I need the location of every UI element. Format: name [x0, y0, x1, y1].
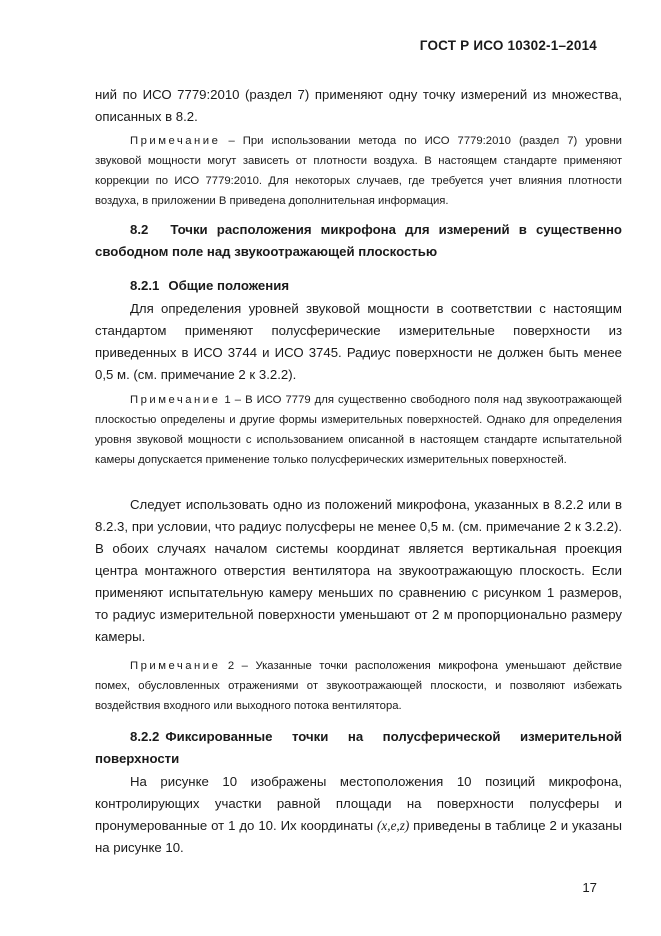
note-text: 2 – Указанные точки расположения микрофона уменьшают действие помех, обусловленных отражениями от звукоотражающей плоскости, и позволяют избежать воздействия входного или выходного потока вентилятора.: [95, 660, 622, 712]
paragraph-fixed-points: [95, 771, 622, 859]
section-title: Точки расположения микрофона для измерений в существенно свободном поле над звукоотражающей плоскостью: [95, 222, 622, 259]
section-title: Фиксированные точки на полусферической измерительной поверхности: [95, 729, 622, 766]
note-label: Примечание: [130, 660, 221, 672]
page-number: 17: [582, 880, 597, 895]
paragraph-continuation: ний по ИСО 7779:2010 (раздел 7) применяют одну точку измерений из множества, описанных в 8.2.: [95, 87, 622, 124]
note-1-surfaces: [95, 390, 622, 470]
note-text: 1 – В ИСО 7779 для существенно свободного поля над звукоотражающей плоскостью определены и другие формы измерительных поверхностей. Однако для определения уровня звуковой мощности с использованием описанной в настоящем стандарте испытательной камеры допускается применение только полусферических измерительных поверхностей.: [95, 394, 622, 466]
section-number: 8.2.2: [130, 729, 160, 744]
paragraph-general: Для определения уровней звуковой мощности в соответствии с настоящим стандартом применяют полусферические измерительные поверхности из приведенных в ИСО 3744 и ИСО 3745. Радиус поверхности не должен быть менее 0,5 м. (см. примечание 2 к 3.2.2).: [95, 301, 622, 382]
note-label: Примечание: [130, 394, 221, 406]
coordinates-formula: (x,e,z): [377, 818, 410, 833]
note-text: – При использовании метода по ИСО 7779:2010 (раздел 7) уровни звуковой мощности могут зависеть от плотности воздуха. В настоящем стандарте применяют коррекции по ИСО 7779:2010. Для некоторых случаев, где требуется учет влияния плотности воздуха, в приложении В приведена дополнительная информация.: [95, 135, 622, 207]
section-heading-8-2: [95, 219, 622, 263]
section-heading-8-2-2: [95, 726, 622, 770]
paragraph-microphone-positions: Следует использовать одно из положений микрофона, указанных в 8.2.2 или в 8.2.3, при условии, что радиус полусферы не менее 0,5 м. (см. примечание 2 к 3.2.2). В обоих случаях началом системы координат является вертикальная проекция центра монтажного отверстия вентилятора на звукоотражающую плоскость. Если применяют испытательную камеру меньших по сравнению с рисунком 1 размеров, то радиус измерительной поверхности уменьшают от 2 м пропорционально размеру камеры.: [95, 497, 622, 644]
section-number: 8.2.1: [130, 278, 160, 293]
section-title: Общие положения: [168, 278, 290, 293]
note-air-density: [95, 131, 622, 211]
section-heading-8-2-1: [95, 275, 622, 297]
paragraph-text-b: приведены в таблице 2 и указаны на рисунке 10.: [95, 818, 622, 855]
section-number: 8.2: [130, 222, 149, 237]
note-2-interference: [95, 656, 622, 716]
paragraph-text-a: На рисунке 10 изображены местоположения 10 позиций микрофона, контролирующих участки равной площади на поверхности полусферы и пронумерованные от 1 до 10. Их координаты: [95, 774, 622, 833]
note-label: Примечание: [130, 135, 221, 147]
document-header: ГОСТ Р ИСО 10302-1–2014: [419, 38, 597, 53]
